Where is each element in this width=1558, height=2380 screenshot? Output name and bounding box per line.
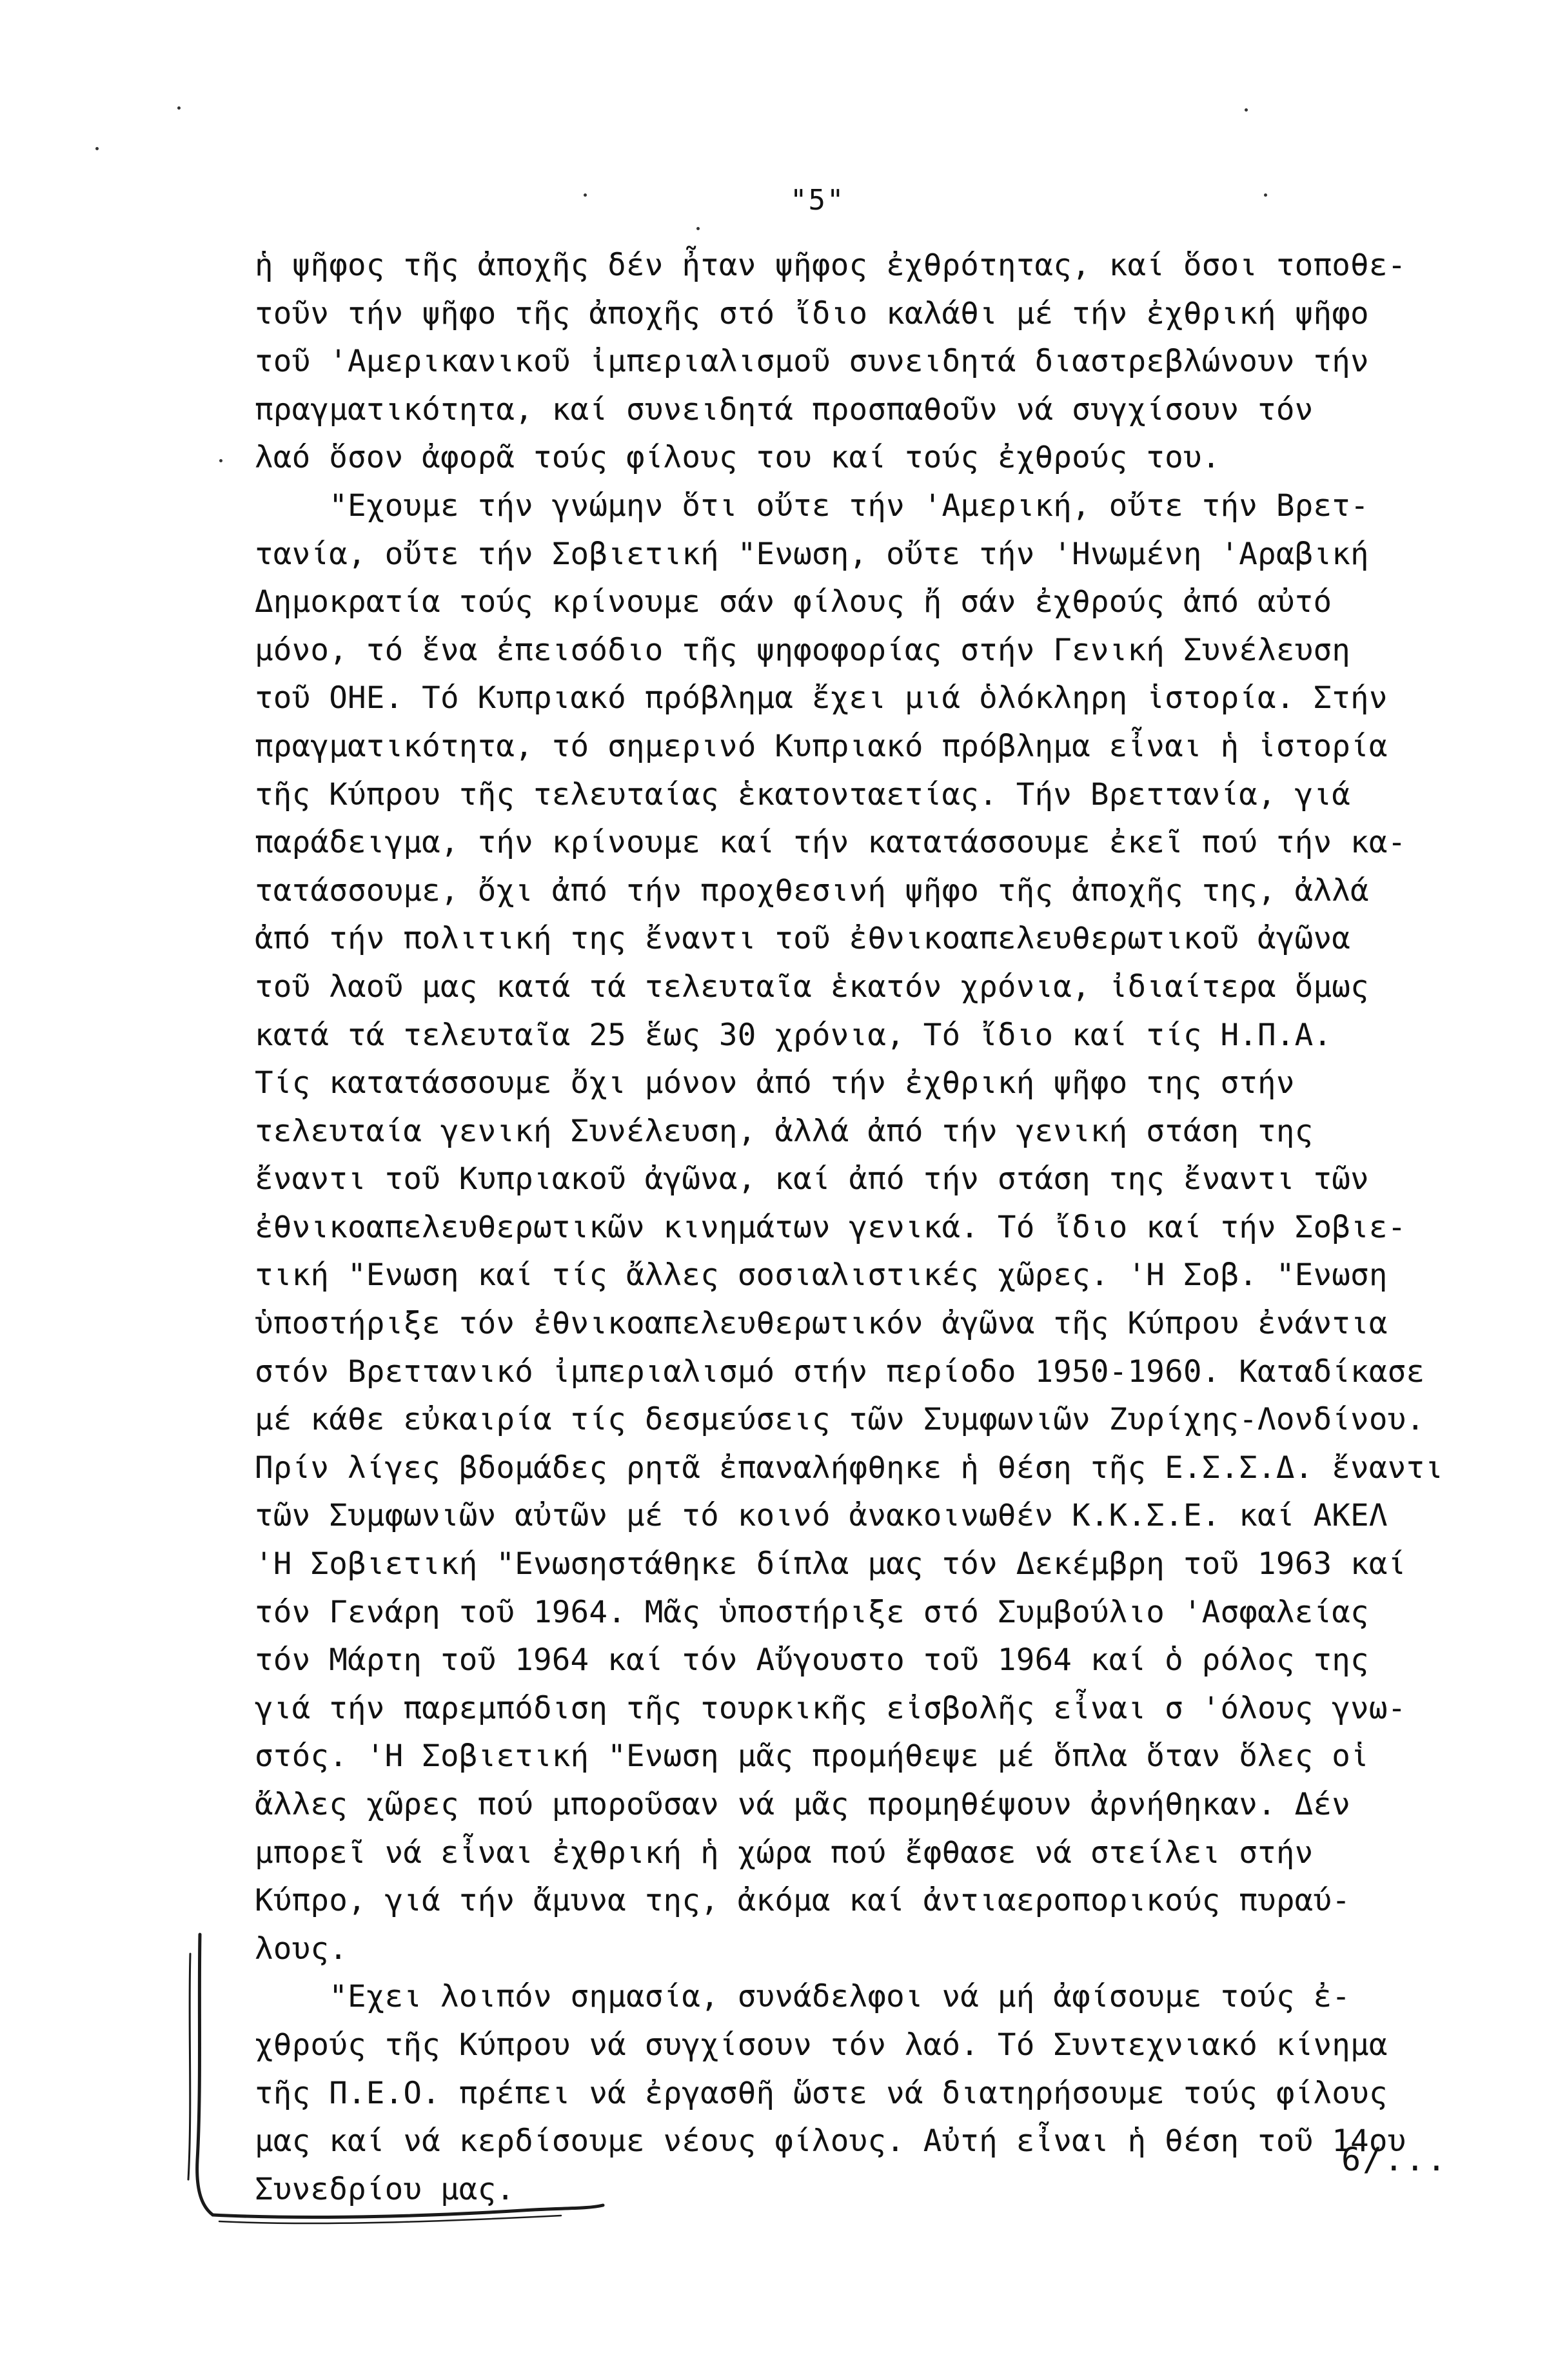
- text-line: γιά τήν παρεμπόδιση τῆς τουρκικῆς εἰσβολῆς εἶναι σ 'όλους γνω-: [255, 1690, 1406, 1726]
- scan-speck: [584, 193, 587, 197]
- text-line: πραγματικότητα, τό σημερινό Κυπριακό πρόβλημα εἶναι ἡ ἱστορία: [255, 728, 1388, 764]
- text-line: μας καί νά κερδίσουμε νέους φίλους. Αὐτή εἶναι ἡ θέση τοῦ 14ου: [255, 2123, 1406, 2159]
- text-line: χθρούς τῆς Κύπρου νά συγχίσουν τόν λαό. Τό Συντεχνιακό κίνημα: [255, 2027, 1388, 2063]
- text-line: τοῦ λαοῦ μας κατά τά τελευταῖα ἑκατόν χρόνια, ἰδιαίτερα ὅμως: [255, 969, 1369, 1005]
- text-line: τελευταία γενική Συνέλευση, ἀλλά ἀπό τήν γενική στάση της: [255, 1113, 1314, 1149]
- scan-speck: [696, 227, 700, 230]
- scan-speck: [1245, 108, 1248, 112]
- text-line: μπορεῖ νά εἶναι ἐχθρική ἡ χώρα πού ἔφθασε νά στείλει στήν: [255, 1834, 1314, 1871]
- text-line: παράδειγμα, τήν κρίνουμε καί τήν κατατάσσουμε ἐκεῖ πού τήν κα-: [255, 825, 1406, 861]
- text-line: ἔναντι τοῦ Κυπριακοῦ ἀγῶνα, καί ἀπό τήν στάση της ἔναντι τῶν: [255, 1161, 1369, 1197]
- text-line: λαό ὅσον ἀφορᾶ τούς φίλους του καί τούς ἐχθρούς του.: [255, 440, 1221, 476]
- text-line: Συνεδρίου μας.: [255, 2171, 515, 2207]
- text-line: Δημοκρατία τούς κρίνουμε σάν φίλους ἤ σάν ἐχθρούς ἀπό αὐτό: [255, 584, 1332, 620]
- text-line: τοῦ 'Αμερικανικοῦ ἰμπεριαλισμοῦ συνειδητά διαστρεβλώνουν τήν: [255, 344, 1369, 380]
- text-line: πραγματικότητα, καί συνειδητά προσπαθοῦν νά συγχίσουν τόν: [255, 391, 1314, 428]
- text-line: ὑποστήριξε τόν ἐθνικοαπελευθερωτικόν ἀγῶνα τῆς Κύπρου ἐνάντια: [255, 1306, 1388, 1342]
- text-line: στός. 'Η Σοβιετική "Ενωση μᾶς προμήθεψε μέ ὅπλα ὅταν ὅλες οἱ: [255, 1738, 1369, 1775]
- text-line: τόν Μάρτη τοῦ 1964 καί τόν Αὔγουστο τοῦ 1964 καί ὁ ρόλος της: [255, 1642, 1369, 1678]
- text-line: τανία, οὔτε τήν Σοβιετική "Ενωση, οὔτε τήν 'Ηνωμένη 'Αραβική: [255, 536, 1369, 572]
- text-line: ἀπό τήν πολιτική της ἔναντι τοῦ ἐθνικοαπελευθερωτικοῦ ἀγῶνα: [255, 921, 1351, 957]
- text-line: Κύπρο, γιά τήν ἄμυνα της, ἀκόμα καί ἀντιαεροπορικούς πυραύ-: [255, 1883, 1351, 1919]
- scan-speck: [1264, 193, 1267, 197]
- text-line: τῆς Κύπρου τῆς τελευταίας ἑκατονταετίας. Τήν Βρεττανία, γιά: [255, 776, 1351, 812]
- body-text: [255, 242, 1493, 2214]
- text-line: τῶν Συμφωνιῶν αὐτῶν μέ τό κοινό ἀνακοινωθέν Κ.Κ.Σ.Ε. καί ΑΚΕΛ: [255, 1498, 1388, 1534]
- text-line: τοῦν τήν ψῆφο τῆς ἀποχῆς στό ἴδιο καλάθι μέ τήν ἐχθρική ψῆφο: [255, 295, 1369, 331]
- text-line: "Εχει λοιπόν σημασία, συνάδελφοι νά μή ἀφίσουμε τούς ἐ-: [255, 1979, 1351, 2015]
- text-line: ἄλλες χῶρες πού μποροῦσαν νά μᾶς προμηθέψουν ἀρνήθηκαν. Δέν: [255, 1787, 1351, 1822]
- text-line: τική "Ενωση καί τίς ἄλλες σοσιαλιστικές χῶρες. 'Η Σοβ. "Ενωση: [255, 1257, 1388, 1293]
- text-line: Πρίν λίγες βδομάδες ρητᾶ ἐπαναλήφθηκε ἡ θέση τῆς Ε.Σ.Σ.Δ. ἔναντι: [255, 1450, 1444, 1486]
- text-line: τοῦ ΟΗΕ. Τό Κυπριακό πρόβλημα ἔχει μιά ὁλόκληρη ἱστορία. Στήν: [255, 680, 1388, 716]
- text-line: ἐθνικοαπελευθερωτικῶν κινημάτων γενικά. Τό ἴδιο καί τήν Σοβιε-: [255, 1209, 1406, 1245]
- page-number: "5": [790, 184, 845, 217]
- text-line: "Εχουμε τήν γνώμην ὅτι οὔτε τήν 'Αμερική, οὔτε τήν Βρετ-: [255, 487, 1369, 524]
- scan-speck: [219, 459, 222, 462]
- text-line: ἡ ψῆφος τῆς ἀποχῆς δέν ἦταν ψῆφος ἐχθρότητας, καί ὅσοι τοποθε-: [255, 248, 1406, 283]
- text-line: κατά τά τελευταῖα 25 ἕως 30 χρόνια, Τό ἴδιο καί τίς Η.Π.Α.: [255, 1017, 1332, 1053]
- continuation-marker: 6/...: [1341, 2141, 1448, 2178]
- scan-speck: [95, 147, 99, 150]
- text-line: Τίς κατατάσσουμε ὄχι μόνον ἀπό τήν ἐχθρική ψῆφο της στήν: [255, 1065, 1295, 1101]
- text-line: στόν Βρεττανικό ἰμπεριαλισμό στήν περίοδο 1950-1960. Καταδίκασε: [255, 1353, 1425, 1390]
- text-line: 'Η Σοβιετική "Ενωσηστάθηκε δίπλα μας τόν Δεκέμβρη τοῦ 1963 καί: [255, 1546, 1406, 1582]
- text-line: τόν Γενάρη τοῦ 1964. Μᾶς ὑποστήριξε στό Συμβούλιο 'Ασφαλείας: [255, 1594, 1369, 1630]
- text-line: τατάσσουμε, ὄχι ἀπό τήν προχθεσινή ψῆφο τῆς ἀποχῆς της, ἀλλά: [255, 872, 1369, 909]
- text-line: μόνο, τό ἕνα ἐπεισόδιο τῆς ψηφοφορίας στήν Γενική Συνέλευση: [255, 632, 1351, 668]
- text-line: λους.: [255, 1931, 348, 1967]
- text-line: τῆς Π.Ε.Ο. πρέπει νά ἐργασθῆ ὥστε νά διατηρήσουμε τούς φίλους: [255, 2075, 1388, 2111]
- handwritten-margin-bracket: [174, 1928, 613, 2231]
- text-line: μέ κάθε εὐκαιρία τίς δεσμεύσεις τῶν Συμφωνιῶν Ζυρίχης-Λονδίνου.: [255, 1402, 1425, 1438]
- scan-speck: [177, 106, 181, 110]
